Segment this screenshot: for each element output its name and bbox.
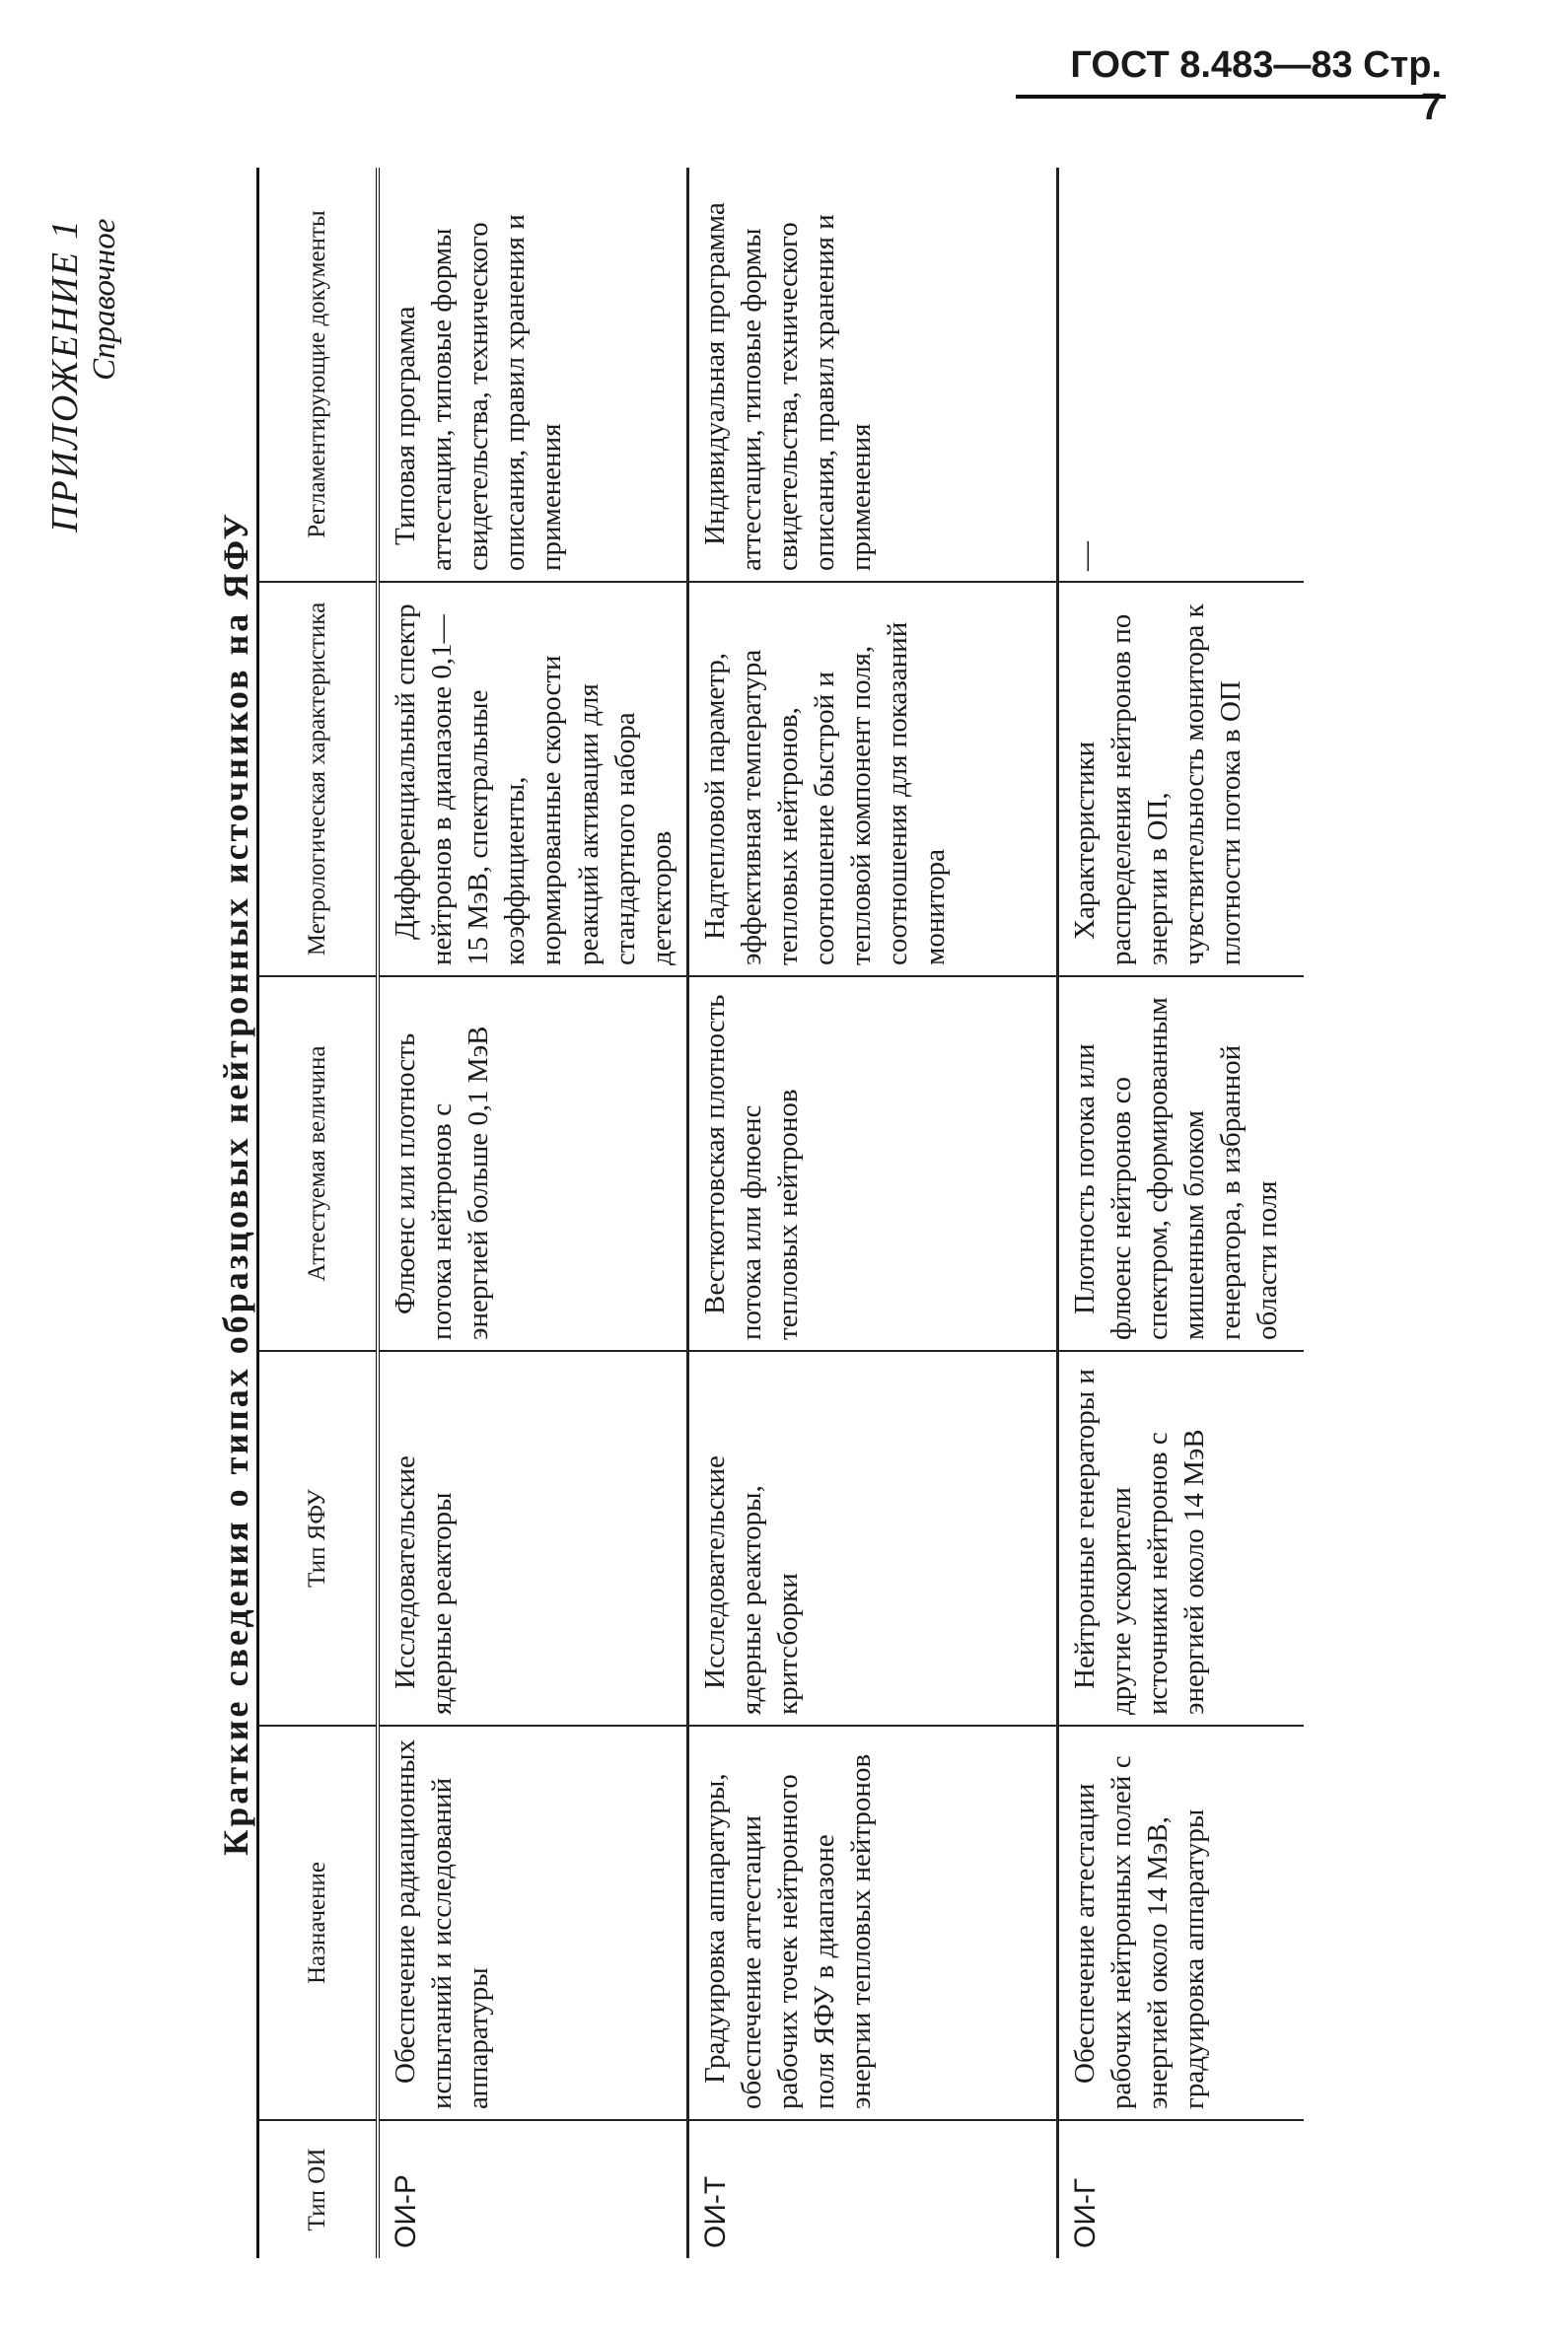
column-header-characteristic: Метрологическая характеристика xyxy=(258,582,379,976)
cell-type: ОИ-Т xyxy=(687,2120,1057,2258)
cell-purpose: Градуировка аппаратуры, обеспечение аттестации рабочих точек нейтронного поля ЯФУ в диапазоне энергии тепловых нейтронов xyxy=(687,1726,1057,2120)
table-row xyxy=(378,168,687,2258)
cell-type: ОИ-Р xyxy=(378,2120,687,2258)
column-header-type: Тип ОИ xyxy=(258,2120,379,2258)
cell-characteristic: Дифференциальный спектр нейтронов в диапазоне 0,1—15 МэВ, спектральные коэффициенты, нормированные скорости реакций активации для стандартного набора детекторов xyxy=(378,582,687,976)
cell-documents: Типовая программа аттестации, типовые формы свидетельства, технического описания, правил хранения и применения xyxy=(390,214,568,571)
cell-facility: Нейтронные генераторы и другие ускорители источники нейтронов с энергией около 14 МэВ xyxy=(1057,1351,1304,1726)
standard-number: ГОСТ 8.483—83 xyxy=(1070,44,1353,86)
cell-characteristic: Характеристики распределения нейтронов по энергии в ОП, чувствительность монитора к плотности потока в ОП xyxy=(1057,582,1304,976)
appendix-subtitle: Справочное xyxy=(86,218,122,381)
cell-type: ОИ-Г xyxy=(1057,2120,1304,2258)
table-row xyxy=(687,168,1057,2258)
cell-documents: — xyxy=(1068,541,1102,571)
page-number: Стр. 7 xyxy=(1363,44,1442,128)
cell-characteristic: Надтепловой параметр, эффективная температура тепловых нейтронов, соотношение быстрой и тепловой компонент поля, соотношения для показаний монитора xyxy=(687,582,1057,976)
appendix-title: ПРИЛОЖЕНИЕ 1 xyxy=(44,218,86,532)
column-header-facility: Тип ЯФУ xyxy=(258,1351,379,1726)
table-row xyxy=(1057,168,1304,2258)
cell-documents: Индивидуальная программа аттестации, типовые формы свидетельства, технического описания, правил хранения и применения xyxy=(698,202,878,571)
cell-facility: Исследовательские ядерные реакторы xyxy=(378,1351,687,1726)
column-header-purpose: Назначение xyxy=(258,1726,379,2120)
header-rule xyxy=(1016,95,1446,99)
cell-purpose: Обеспечение радиационных испытаний и исследований аппаратуры xyxy=(378,1726,687,2120)
table-header-row xyxy=(258,168,379,2258)
source-types-table xyxy=(256,168,1304,2258)
rotated-page-content xyxy=(39,108,1284,2258)
cell-quantity: Весткоттовская плотность потока или флюенс тепловых нейтронов xyxy=(687,976,1057,1351)
cell-quantity: Флюенс или плотность потока нейтронов с энергией больше 0,1 МэВ xyxy=(378,976,687,1351)
cell-quantity: Плотность потока или флюенс нейтронов со спектром, сформированным мишенным блоком генератора, в избранной области поля xyxy=(1057,976,1304,1351)
column-header-quantity: Аттестуемая величина xyxy=(258,976,379,1351)
column-header-documents: Регламентирующие документы xyxy=(304,210,330,538)
appendix-label xyxy=(45,219,122,532)
cell-purpose: Обеспечение аттестации рабочих нейтронных полей с энергией около 14 МэВ, градуировка аппаратуры xyxy=(1057,1726,1304,2120)
cell-facility: Исследовательские ядерные реакторы, критсборки xyxy=(687,1351,1057,1726)
table-caption: Краткие сведения о типах образцовых нейтронных источников на ЯФУ xyxy=(216,511,255,1856)
